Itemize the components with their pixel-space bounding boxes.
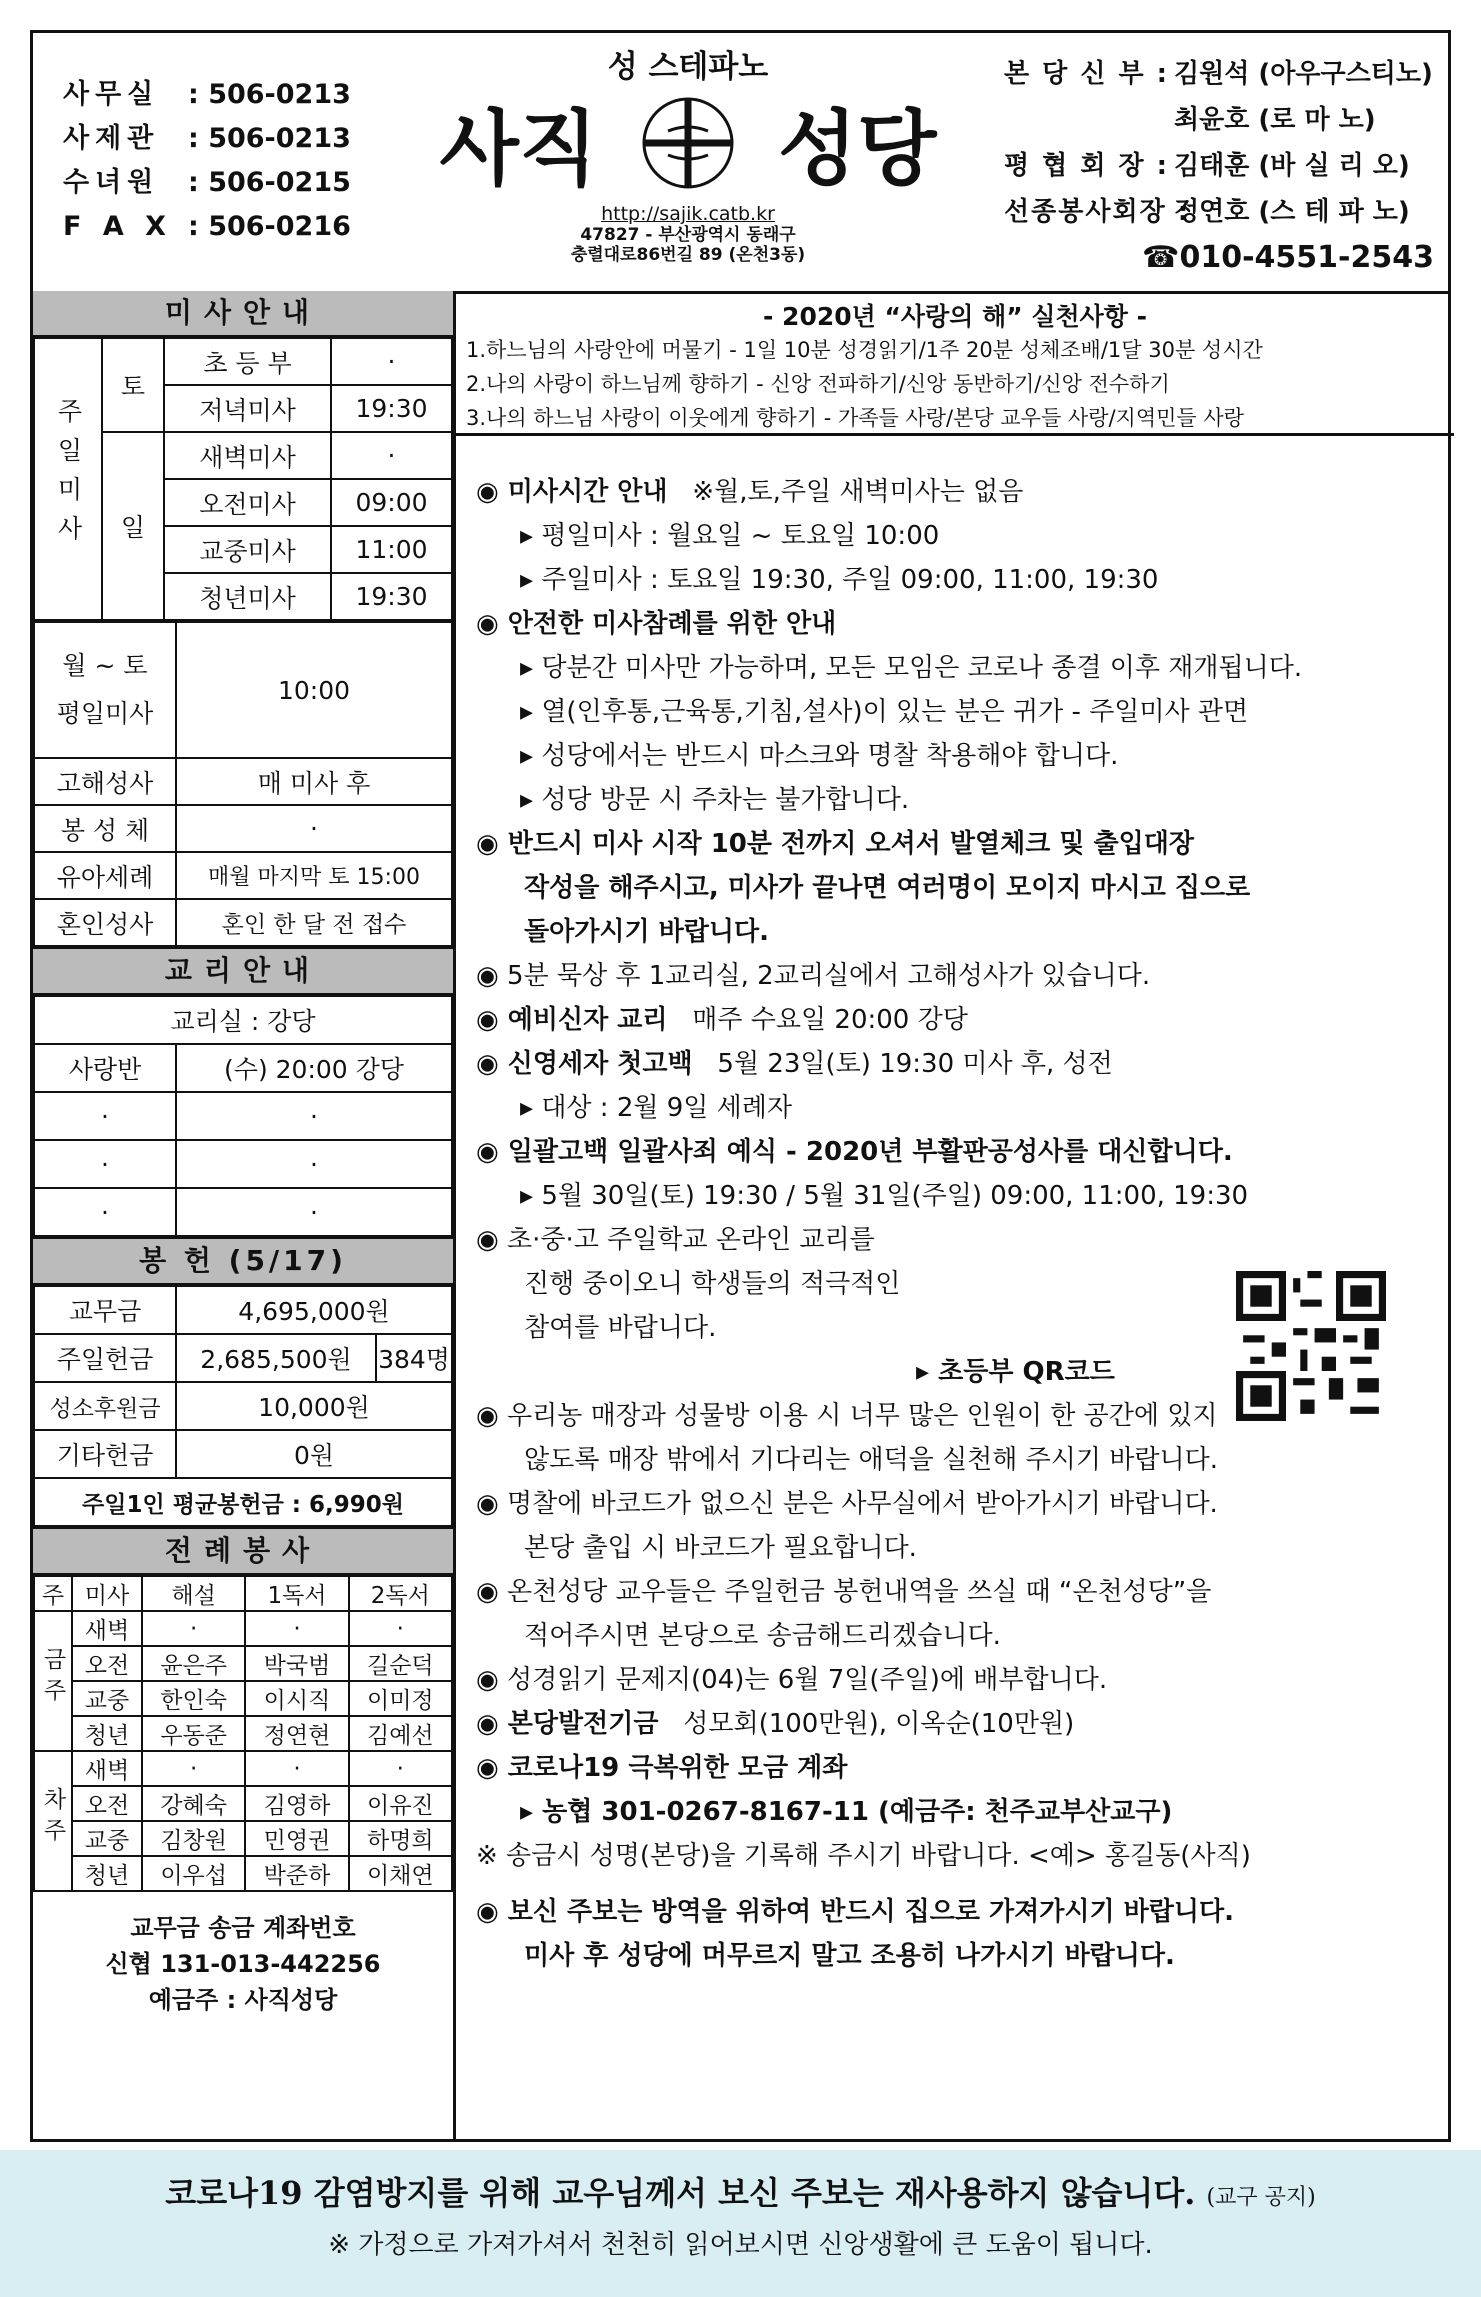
doctrine-class: · xyxy=(34,1092,176,1140)
offering-count: 384명 xyxy=(376,1334,452,1382)
footer-notice-text: 코로나19 감염방지를 위해 교우님께서 보신 주보는 재사용하지 않습니다. xyxy=(165,2174,1196,2212)
parish-name-right: 성당 xyxy=(778,102,937,197)
notice-item: ◉ 성경읽기 문제지(04)는 6월 7일(주일)에 배부합니다. xyxy=(476,1665,1108,1695)
table-row xyxy=(34,899,452,946)
clergy-row xyxy=(1004,51,1434,97)
mass-name: 새벽미사 xyxy=(164,432,331,479)
notice-item xyxy=(476,998,1442,1042)
notice-line: 작성을 해주시고, 미사가 끝나면 여러명이 모이지 마시고 집으로 xyxy=(524,873,1251,903)
mass-time: 19:30 xyxy=(331,385,452,432)
contact-value: : 506-0215 xyxy=(188,167,351,198)
practice-item: 1.하느님의 사랑안에 머물기 - 1일 10분 성경읽기/1주 20분 성체조배/1달 30분 성시간 xyxy=(466,338,1263,362)
parish-title-block xyxy=(393,33,983,291)
table-row xyxy=(34,1646,452,1681)
notice-heading: ◉ 반드시 미사 시작 10분 전까지 오셔서 발열체크 및 출입대장 xyxy=(476,829,1195,859)
table-row xyxy=(34,1044,452,1092)
liturgy-cell: 교중 xyxy=(72,1821,142,1856)
offering-amount: 2,685,500원 xyxy=(176,1334,376,1382)
table-row xyxy=(34,1188,452,1236)
notice-item: ◉ 명찰에 바코드가 없으신 분은 사무실에서 받아가시기 바랍니다. xyxy=(476,1489,1218,1519)
liturgy-cell: 김영하 xyxy=(245,1786,348,1821)
contact-label: F A X xyxy=(63,211,172,242)
table-row xyxy=(34,1786,452,1821)
table-row xyxy=(34,852,452,899)
table-row xyxy=(34,338,452,385)
notice-heading: ◉ 본당발전기금 xyxy=(476,1709,659,1739)
doctrine-class: · xyxy=(34,1188,176,1236)
mass-name: 교중미사 xyxy=(164,526,331,573)
cross-emblem-icon xyxy=(638,93,738,193)
liturgy-cell: 이우섭 xyxy=(142,1856,245,1891)
table-row xyxy=(34,1856,452,1891)
liturgy-table xyxy=(33,1575,453,1892)
notice-heading: ◉ 보신 주보는 방역을 위하여 반드시 집으로 가져가시기 바랍니다. xyxy=(476,1897,1234,1927)
contact-value: : 506-0213 xyxy=(188,79,351,110)
notice-heading: ◉ 일괄고백 일괄사죄 예식 - 2020년 부활판공성사를 대신합니다. xyxy=(476,1137,1233,1167)
notice-value: 매주 수요일 20:00 강당 xyxy=(692,1005,968,1035)
contact-row xyxy=(63,161,351,205)
doctrine-time: · xyxy=(176,1188,452,1236)
liturgy-cell: 이미정 xyxy=(349,1681,452,1716)
mass-name: 청년미사 xyxy=(164,573,331,620)
contact-row xyxy=(63,117,351,161)
notice-subitem: ▸ 평일미사 : 월요일 ~ 토요일 10:00 xyxy=(520,521,940,551)
mass-name: 오전미사 xyxy=(164,479,331,526)
table-row xyxy=(34,1382,452,1430)
notice-item: ◉ 초·중·고 주일학교 온라인 교리를 xyxy=(476,1225,875,1255)
notice-item: ◉ 온천성당 교우들은 주일헌금 봉헌내역을 쓰실 때 “온천성당”을 xyxy=(476,1577,1212,1607)
qr-label: ▸ 초등부 QR코드 xyxy=(916,1357,1115,1387)
account-info xyxy=(33,1892,453,2018)
sacrament-name: 혼인성사 xyxy=(34,899,176,946)
practice-box xyxy=(456,291,1454,436)
notice-subitem: ▸ 대상 : 2월 9일 세례자 xyxy=(520,1093,793,1123)
mass-table xyxy=(33,337,453,621)
liturgy-cell: 이채연 xyxy=(349,1856,452,1891)
week-label: 금주 xyxy=(34,1611,72,1751)
offering-name: 주일헌금 xyxy=(34,1334,176,1382)
account-title: 교무금 송금 계좌번호 xyxy=(130,1914,356,1942)
contact-list xyxy=(63,73,351,249)
table-row xyxy=(34,1092,452,1140)
liturgy-header: 미사 xyxy=(72,1576,142,1611)
liturgy-cell: 윤은주 xyxy=(142,1646,245,1681)
mass-time: 11:00 xyxy=(331,526,452,573)
contact-row xyxy=(63,73,351,117)
liturgy-cell: 우동준 xyxy=(142,1716,245,1751)
liturgy-cell: 김창원 xyxy=(142,1821,245,1856)
notice-line: 않도록 매장 밖에서 기다리는 애덕을 실천해 주시기 바랍니다. xyxy=(524,1445,1219,1475)
notice-item: ◉ 5분 묵상 후 1교리실, 2교리실에서 고해성사가 있습니다. xyxy=(476,961,1151,991)
parish-name-left: 사직 xyxy=(439,102,598,197)
notice-value: 성모회(100만원), 이옥순(10만원) xyxy=(683,1709,1075,1739)
notice-item: ※ 송금시 성명(본당)을 기록해 주시기 바랍니다. <예> 홍길동(사직) xyxy=(476,1841,1251,1871)
clergy-value: 정연호 (스 테 파 노) xyxy=(1174,197,1410,227)
notice-heading: ◉ 코로나19 극복위한 모금 계좌 xyxy=(476,1753,848,1783)
mass-section-title: 미사안내 xyxy=(33,291,453,337)
table-row xyxy=(34,1286,452,1334)
footer-notice-source: (교구 공지) xyxy=(1206,2185,1316,2210)
liturgy-section-title: 전례봉사 xyxy=(33,1527,453,1575)
table-row xyxy=(34,1821,452,1856)
notice-line: 적어주시면 본당으로 송금해드리겠습니다. xyxy=(524,1621,1001,1651)
liturgy-cell: 김예선 xyxy=(349,1716,452,1751)
doctrine-time: · xyxy=(176,1092,452,1140)
liturgy-cell: 강혜숙 xyxy=(142,1786,245,1821)
mass-time: · xyxy=(331,338,452,385)
notice-line: 돌아가시기 바랍니다. xyxy=(524,917,769,947)
offering-amount: 4,695,000원 xyxy=(176,1286,452,1334)
clergy-row xyxy=(1004,189,1434,235)
notice-item xyxy=(476,1702,1442,1746)
liturgy-cell: 정연현 xyxy=(245,1716,348,1751)
liturgy-cell: 길순덕 xyxy=(349,1646,452,1681)
practice-title: - 2020년 “사랑의 해” 실천사항 - xyxy=(762,302,1148,331)
notice-subitem: ▸ 5월 30일(토) 19:30 / 5월 31일(주일) 09:00, 11:00, 19:30 xyxy=(520,1181,1249,1211)
practice-item: 2.나의 사랑이 하느님께 향하기 - 신앙 전파하기/신앙 동반하기/신앙 전수하기 xyxy=(466,372,1170,396)
contact-label: 사무실 xyxy=(63,79,160,110)
practice-item: 3.나의 하느님 사랑이 이웃에게 향하기 - 가족들 사랑/본당 교우들 사랑/지역민들 사랑 xyxy=(466,406,1244,430)
mass-time: · xyxy=(331,432,452,479)
table-row xyxy=(34,1478,452,1526)
table-row xyxy=(34,1576,452,1611)
bulletin-header xyxy=(33,33,1448,294)
notices xyxy=(456,436,1454,1978)
notice-value: 5월 23일(토) 19:30 미사 후, 성전 xyxy=(717,1049,1113,1079)
liturgy-cell: 새벽 xyxy=(72,1751,142,1786)
clergy-label: 선종봉사회장 : xyxy=(1004,197,1191,227)
qr-code-icon[interactable] xyxy=(1236,1271,1386,1421)
clergy-row xyxy=(1004,97,1434,143)
notice-heading: ◉ 미사시간 안내 xyxy=(476,477,668,507)
account-holder: 예금주 : 사직성당 xyxy=(148,1986,338,2014)
offering-table xyxy=(33,1285,453,1527)
left-column xyxy=(33,291,456,2139)
average-offering: 주일1인 평균봉헌금 : 6,990원 xyxy=(34,1478,452,1526)
liturgy-cell: 이유진 xyxy=(349,1786,452,1821)
week-label: 차주 xyxy=(34,1751,72,1891)
mass-name: 저녁미사 xyxy=(164,385,331,432)
parish-subtitle: 성 스테파노 xyxy=(607,49,769,85)
notice-subitem: ▸ 당분간 미사만 가능하며, 모든 모임은 코로나 종결 이후 재개됩니다. xyxy=(520,653,1303,683)
sacrament-value: · xyxy=(176,805,452,852)
table-row xyxy=(34,1716,452,1751)
footer-notice xyxy=(0,2168,1481,2214)
notice-subitem: ▸ 성당 방문 시 주차는 불가합니다. xyxy=(520,785,910,815)
sacrament-value: 매 미사 후 xyxy=(176,758,452,805)
notice-heading: ◉ 안전한 미사참례를 위한 안내 xyxy=(476,609,837,639)
address-line: 47827 - 부산광역시 동래구 xyxy=(580,225,796,245)
right-column xyxy=(456,291,1454,2139)
notice-heading: ◉ 신영세자 첫고백 xyxy=(476,1049,693,1079)
website-link[interactable]: http://sajik.catb.kr xyxy=(601,203,775,225)
sacrament-value: 매월 마지막 토 15:00 xyxy=(176,852,452,899)
table-row xyxy=(34,622,452,758)
notice-line: 미사 후 성당에 머무르지 말고 조용히 나가시기 바랍니다. xyxy=(524,1941,1175,1971)
table-row xyxy=(34,996,452,1044)
contact-label: 사제관 xyxy=(63,123,160,154)
offering-amount: 0원 xyxy=(176,1430,452,1478)
table-row xyxy=(34,805,452,852)
phone-number: ☎010-4551-2543 xyxy=(1142,240,1434,275)
account-number: 신협 131-013-442256 xyxy=(105,1950,381,1978)
liturgy-cell: · xyxy=(349,1611,452,1646)
doctrine-class: · xyxy=(34,1140,176,1188)
liturgy-cell: 청년 xyxy=(72,1716,142,1751)
notice-line: 본당 출입 시 바코드가 필요합니다. xyxy=(524,1533,917,1563)
liturgy-cell: · xyxy=(245,1611,348,1646)
liturgy-cell: 청년 xyxy=(72,1856,142,1891)
clergy-row xyxy=(1004,143,1434,189)
offering-amount: 10,000원 xyxy=(176,1382,452,1430)
clergy-value: 김태훈 (바 실 리 오) xyxy=(1174,151,1410,181)
table-row xyxy=(34,1611,452,1646)
notice-heading: ◉ 예비신자 교리 xyxy=(476,1005,668,1035)
doctrine-place: 교리실 : 강당 xyxy=(34,996,452,1044)
table-row xyxy=(34,1334,452,1382)
notice-note: ※월,토,주일 새벽미사는 없음 xyxy=(692,477,1024,507)
liturgy-header: 2독서 xyxy=(349,1576,452,1611)
notice-subitem: ▸ 열(인후통,근육통,기침,설사)이 있는 분은 귀가 - 주일미사 관면 xyxy=(520,697,1249,727)
doctrine-time: (수) 20:00 강당 xyxy=(176,1044,452,1092)
clergy-label: 본 당 신 부 : xyxy=(1004,59,1170,89)
doctrine-class: 사랑반 xyxy=(34,1044,176,1092)
weekday-mass-label: 월 ~ 토 평일미사 xyxy=(34,622,176,758)
liturgy-cell: 한인숙 xyxy=(142,1681,245,1716)
notice-subitem: ▸ 농협 301-0267-8167-11 (예금주: 천주교부산교구) xyxy=(520,1797,1173,1827)
table-row xyxy=(34,1430,452,1478)
parish-name xyxy=(393,84,983,201)
mass-time: 09:00 xyxy=(331,479,452,526)
other-sacraments-table xyxy=(33,621,453,947)
contact-label: 수녀원 xyxy=(63,167,160,198)
clergy-value: 김원석 (아우구스티노) xyxy=(1174,59,1433,89)
sacrament-value: 혼인 한 달 전 접수 xyxy=(176,899,452,946)
liturgy-cell: · xyxy=(349,1751,452,1786)
contact-value: : 506-0216 xyxy=(188,211,351,242)
clergy-list xyxy=(1004,51,1434,281)
footer-subnotice: ※ 가정으로 가져가셔서 천천히 읽어보시면 신앙생활에 큰 도움이 됩니다. xyxy=(328,2230,1153,2260)
table-row xyxy=(34,1140,452,1188)
notice-item xyxy=(476,1042,1442,1086)
offering-section-title: 봉 헌 (5/17) xyxy=(33,1237,453,1285)
offering-name: 교무금 xyxy=(34,1286,176,1334)
doctrine-time: · xyxy=(176,1140,452,1188)
liturgy-cell: · xyxy=(142,1751,245,1786)
sunday-label: 일 xyxy=(102,432,164,620)
table-row xyxy=(34,1681,452,1716)
notice-line: 참여를 바랍니다. xyxy=(524,1313,717,1343)
mass-time: 19:30 xyxy=(331,573,452,620)
mass-name: 초 등 부 xyxy=(164,338,331,385)
notice-line: 진행 중이오니 학생들의 적극적인 xyxy=(524,1269,901,1299)
liturgy-cell: 이시직 xyxy=(245,1681,348,1716)
notice-subitem: ▸ 주일미사 : 토요일 19:30, 주일 09:00, 11:00, 19:30 xyxy=(520,565,1159,595)
liturgy-cell: 오전 xyxy=(72,1646,142,1681)
offering-name: 성소후원금 xyxy=(34,1382,176,1430)
sacrament-name: 고해성사 xyxy=(34,758,176,805)
liturgy-cell: 박준하 xyxy=(245,1856,348,1891)
notice-item: ◉ 우리농 매장과 성물방 이용 시 너무 많은 인원이 한 공간에 있지 xyxy=(476,1401,1218,1431)
table-row xyxy=(34,1751,452,1786)
clergy-label xyxy=(1004,97,1174,143)
weekday-mass-time: 10:00 xyxy=(176,622,452,758)
liturgy-header: 1독서 xyxy=(245,1576,348,1611)
notice-item xyxy=(476,470,1442,514)
liturgy-cell: 민영권 xyxy=(245,1821,348,1856)
doctrine-table xyxy=(33,995,453,1237)
offering-name: 기타헌금 xyxy=(34,1430,176,1478)
liturgy-cell: 하명희 xyxy=(349,1821,452,1856)
liturgy-header: 주 xyxy=(34,1576,72,1611)
sacrament-name: 유아세례 xyxy=(34,852,176,899)
liturgy-cell: · xyxy=(245,1751,348,1786)
address-line: 충렬대로86번길 89 (온천3동) xyxy=(570,245,806,265)
contact-row xyxy=(63,205,351,249)
saturday-label: 토 xyxy=(102,338,164,432)
sunday-mass-label: 주일미사 xyxy=(34,338,102,620)
liturgy-cell: 오전 xyxy=(72,1786,142,1821)
clergy-value: 최윤호 (로 마 노) xyxy=(1174,105,1376,135)
contact-value: : 506-0213 xyxy=(188,123,351,154)
liturgy-header: 해설 xyxy=(142,1576,245,1611)
doctrine-section-title: 교리안내 xyxy=(33,947,453,995)
liturgy-cell: 박국범 xyxy=(245,1646,348,1681)
liturgy-cell: 새벽 xyxy=(72,1611,142,1646)
liturgy-cell: · xyxy=(142,1611,245,1646)
clergy-label: 평 협 회 장 : xyxy=(1004,151,1170,181)
bulletin-frame xyxy=(30,30,1451,2142)
table-row xyxy=(34,758,452,805)
notice-subitem: ▸ 성당에서는 반드시 마스크와 명찰 착용해야 합니다. xyxy=(520,741,1119,771)
sacrament-name: 봉 성 체 xyxy=(34,805,176,852)
footer-banner xyxy=(0,2150,1481,2297)
liturgy-cell: 교중 xyxy=(72,1681,142,1716)
